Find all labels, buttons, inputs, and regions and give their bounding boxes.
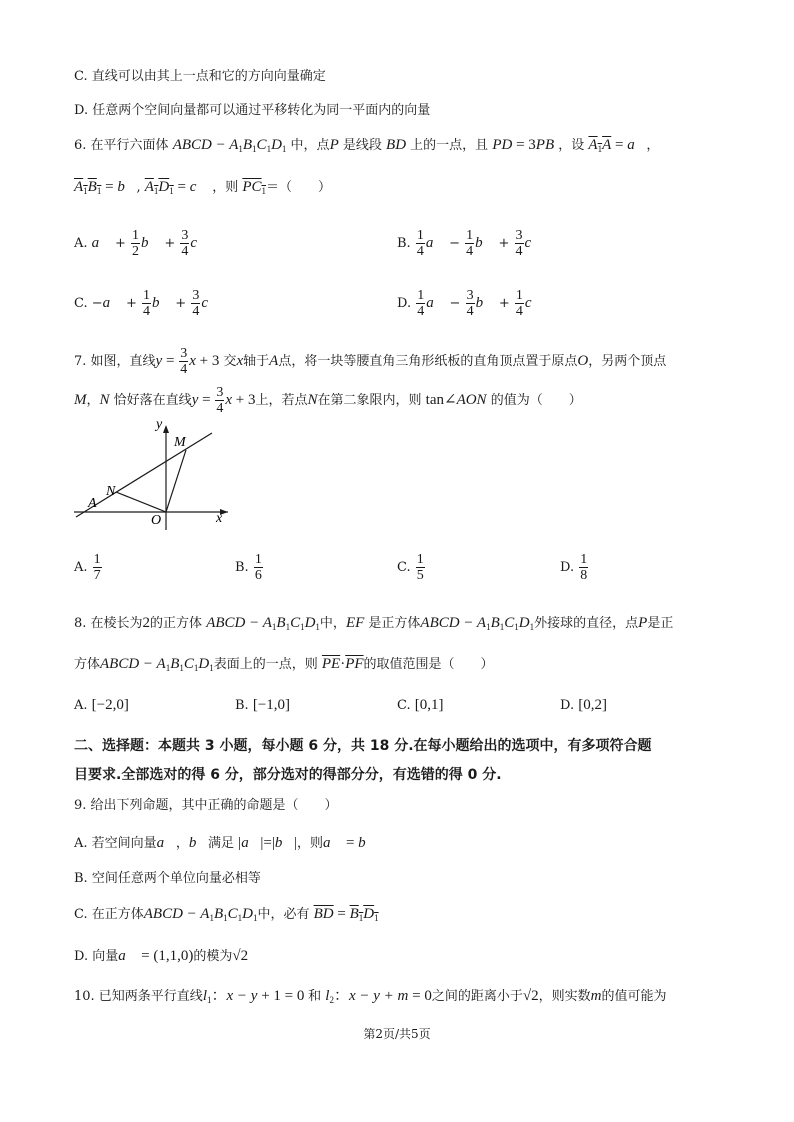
q6-stem-line2: $A_1B_1$ = b⃗, $A_1D_1$ = c⃗ ，则 $PC_1=$（ ） — [74, 179, 332, 196]
q9-option-b: B. 空间任意两个单位向量必相等 — [74, 871, 261, 886]
q8-option-b: B. [−1,0] — [235, 697, 291, 713]
q8-stem-line2: 方体ABCD − $A_1B_1C_1D_1$表面上的一点，则 $\overline{PE}\cdot\overline{PF}$的取值范围是（ ） — [74, 656, 494, 673]
q7-stem-line1: 7. 如图，直线y = $\frac{3}{4}$ x + 3 交x轴于A点，将一块等腰直角三角形纸板的直角顶点置于原点O，另两个顶点 — [74, 346, 667, 377]
y-axis-arrow — [163, 425, 169, 433]
q6-option-a: A. a⃗ + $\frac{1}{2}$ b⃗ + $\frac{3}{4}$ c⃗ — [74, 228, 209, 259]
q7-option-b: B. $\frac{1}{6}$ — [235, 552, 262, 583]
label-a: A — [88, 496, 97, 511]
q8-option-c: C. [0,1] — [397, 697, 444, 713]
q9-option-a: A. 若空间向量a⃗，b⃗满足 |a⃗|=|b⃗|，则a⃗ = b⃗ — [74, 835, 378, 851]
q7-option-d: D. $\frac{1}{8}$ — [560, 552, 588, 583]
section-2-heading-line1: 二、选择题：本题共 3 小题，每小题 6 分，共 18 分.在每小题给出的选项中，有多项符合题 — [74, 738, 652, 754]
label-y: y — [156, 417, 163, 432]
q8-stem-line1: 8. 在棱长为2的正方体 ABCD − $A_1B_1C_1D_1$中，EF 是正方体ABCD − $A_1B_1C_1D_1$外接球的直径，点P是正 — [74, 615, 674, 632]
page-footer: 第2页/共5页 — [363, 1027, 431, 1041]
label-o: O — [151, 513, 162, 528]
q7-option-c: C. $\frac{1}{5}$ — [397, 552, 424, 583]
q6-option-c: C. −a⃗ + $\frac{1}{4}$ b⃗ + $\frac{3}{4}$ c⃗ — [74, 288, 220, 319]
q7-stem-line2: M，N 恰好落在直线y = $\frac{3}{4}$ x + 3上，若点N在第二象限内，则 tan∠AON 的值为（ ） — [74, 385, 582, 416]
q5-option-c: C. 直线可以由其上一点和它的方向向量确定 — [74, 69, 326, 84]
q6-option-d: D. $\frac{1}{4}$ a⃗ − $\frac{3}{4}$ b⃗ + $\frac{1}{4}$ c⃗ — [397, 288, 544, 319]
segment-on — [116, 492, 166, 512]
label-x: x — [216, 511, 223, 526]
label-m: M — [174, 435, 186, 450]
q7-option-a: A. $\frac{1}{7}$ — [74, 552, 101, 583]
q9-option-c: C. 在正方体ABCD − $A_1B_1C_1D_1$中，必有 $\overline{BD} = B_1D_1$ — [74, 906, 379, 923]
q8-option-d: D. [0,2] — [560, 697, 607, 713]
q9-stem: 9. 给出下列命题，其中正确的命题是（ ） — [74, 798, 338, 813]
q10-stem: 10. 已知两条平行直线$l_1$：x − y + 1 = 0 和 $l_2$：x − y + m = 0之间的距离小于√2，则实数m的值可能为 — [74, 988, 667, 1005]
section-2-heading-line2: 目要求.全部选对的得 6 分，部分选对的得部分分，有选错的得 0 分. — [74, 767, 502, 783]
q7-figure — [70, 415, 240, 535]
label-n: N — [106, 484, 116, 499]
q6-stem-line1: 6. 在平行六面体 ABCD − $A_1B_1C_1D_1$ 中，点P 是线段 BD 上的一点，且 PD = 3PB ，设 $A_1A$ = a⃗， — [74, 137, 660, 154]
q9-option-d: D. 向量a⃗ = (1,1,0)的模为√2 — [74, 948, 249, 964]
q6-option-b: B. $\frac{1}{4}$ a⃗ − $\frac{1}{4}$ b⃗ + $\frac{3}{4}$ c⃗ — [397, 228, 543, 259]
q8-option-a: A. [−2,0] — [74, 697, 129, 713]
q5-option-d: D. 任意两个空间向量都可以通过平移转化为同一平面内的向量 — [74, 103, 431, 118]
